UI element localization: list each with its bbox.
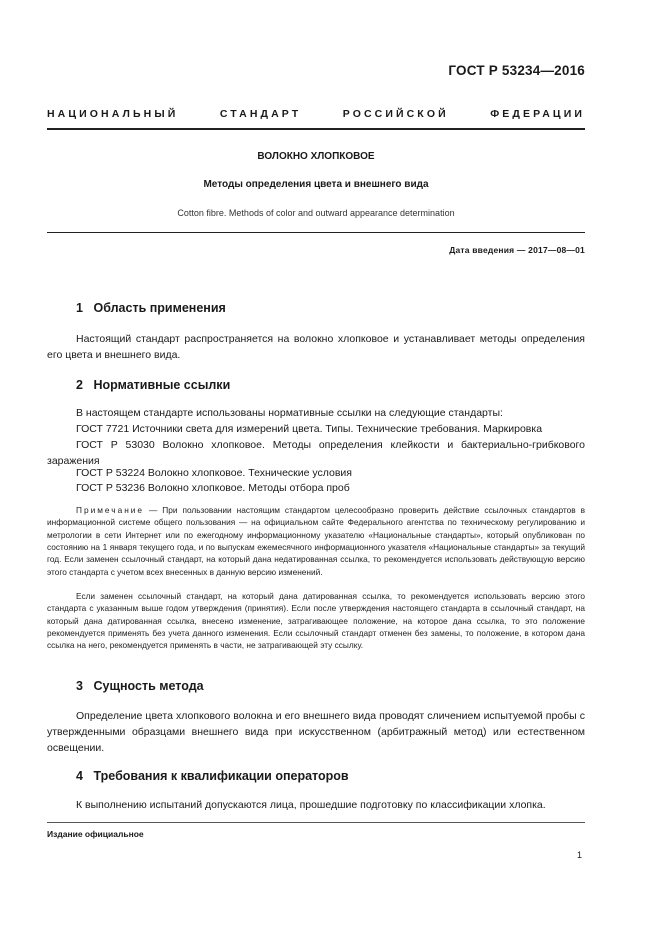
reference-item: ГОСТ Р 53224 Волокно хлопковое. Технические условия xyxy=(76,467,352,479)
section-2-intro: В настоящем стандарте использованы нормативные ссылки на следующие стандарты: xyxy=(76,407,503,419)
note-paragraph-1 xyxy=(47,504,585,578)
reference-item: ГОСТ Р 53236 Волокно хлопковое. Методы отбора проб xyxy=(76,482,350,494)
top-divider xyxy=(47,128,585,130)
reference-item xyxy=(47,437,585,469)
document-subtitle: Методы определения цвета и внешнего вида xyxy=(203,179,429,190)
section-title: Нормативные ссылки xyxy=(93,378,231,392)
section-number: 4 xyxy=(76,769,83,783)
standard-title-word: РОССИЙСКОЙ xyxy=(342,108,449,120)
page-number: 1 xyxy=(576,850,582,860)
section-3-text xyxy=(47,708,585,757)
note-text: Если заменен ссылочный стандарт, на который дана датированная ссылка, то рекомендуется использовать версию этого стандарта с указанным выше годом утверждения (принятия). Если после утверждения настоящего стандарта в ссылочный стандарт, на который дана датированная ссылка, внесено изменение, затрагивающее положение, на которое дана ссылка, то это положение рекомендуется применять без учета данного изменения. Если ссылочный стандарт отменен без замены, то положение, в котором дана ссылка на него, рекомендуется применять в части, не затрагивающей эту ссылку. xyxy=(47,591,585,651)
section-4-heading xyxy=(76,769,349,783)
paragraph-text: Настоящий стандарт распространяется на волокно хлопковое и устанавливает методы определения его цвета и внешнего вида. xyxy=(47,333,585,362)
section-1-text xyxy=(47,331,585,363)
section-3-heading xyxy=(76,679,204,693)
section-title: Область применения xyxy=(93,301,226,315)
reference-text: ГОСТ Р 53030 Волокно хлопковое. Методы определения клейкости и бактериально-грибкового заражения xyxy=(47,439,585,468)
edition-label: Издание официальное xyxy=(47,829,144,839)
document-english-title: Cotton fibre. Methods of color and outward appearance determination xyxy=(177,208,455,218)
section-title: Требования к квалификации операторов xyxy=(93,769,349,783)
section-1-heading xyxy=(76,301,226,315)
note-text: — При пользовании настоящим стандартом целесообразно проверить действие ссылочных стандартов в информационной системе общего пользования — на официальном сайте Федерального агентства по техническому регулированию и метрологии в сети Интернет или по ежегодному информационному указателю «Национальные стандарты», который опубликован по состоянию на 1 января текущего года, и по выпускам ежемесячного информационного указателя «Национальные стандарты» за текущий год. Если заменен ссылочный стандарт, на который дана недатированная ссылка, то рекомендуется использовать действующую версию этого стандарта с учетом всех внесенных в данную версию изменений. xyxy=(47,505,585,577)
note-label: Примечание xyxy=(76,505,145,515)
section-number: 3 xyxy=(76,679,83,693)
standard-title xyxy=(47,108,585,120)
gost-number: ГОСТ Р 53234—2016 xyxy=(448,63,585,78)
intro-date: Дата введения — 2017—08—01 xyxy=(449,245,585,255)
section-title: Сущность метода xyxy=(93,679,204,693)
section-2-heading xyxy=(76,378,230,392)
note-paragraph-2 xyxy=(47,590,585,652)
paragraph-text: Определение цвета хлопкового волокна и его внешнего вида проводят сличением испытуемой пробы с утвержденными образцами внешнего вида при искусственном (арбитражный метод) или естественном освещении. xyxy=(47,710,585,755)
reference-item: ГОСТ 7721 Источники света для измерений цвета. Типы. Технические требования. Маркировка xyxy=(76,423,543,435)
standard-title-word: НАЦИОНАЛЬНЫЙ xyxy=(47,108,179,120)
document-title: ВОЛОКНО ХЛОПКОВОЕ xyxy=(257,151,375,162)
section-4-text: К выполнению испытаний допускаются лица, прошедшие подготовку по классификации хлопка. xyxy=(76,799,546,811)
standard-title-word: СТАНДАРТ xyxy=(219,108,302,120)
footer-divider xyxy=(47,822,585,823)
section-number: 1 xyxy=(76,301,83,315)
document-page xyxy=(47,0,585,936)
section-number: 2 xyxy=(76,378,83,392)
title-divider xyxy=(47,232,585,233)
standard-title-word: ФЕДЕРАЦИИ xyxy=(490,108,585,120)
